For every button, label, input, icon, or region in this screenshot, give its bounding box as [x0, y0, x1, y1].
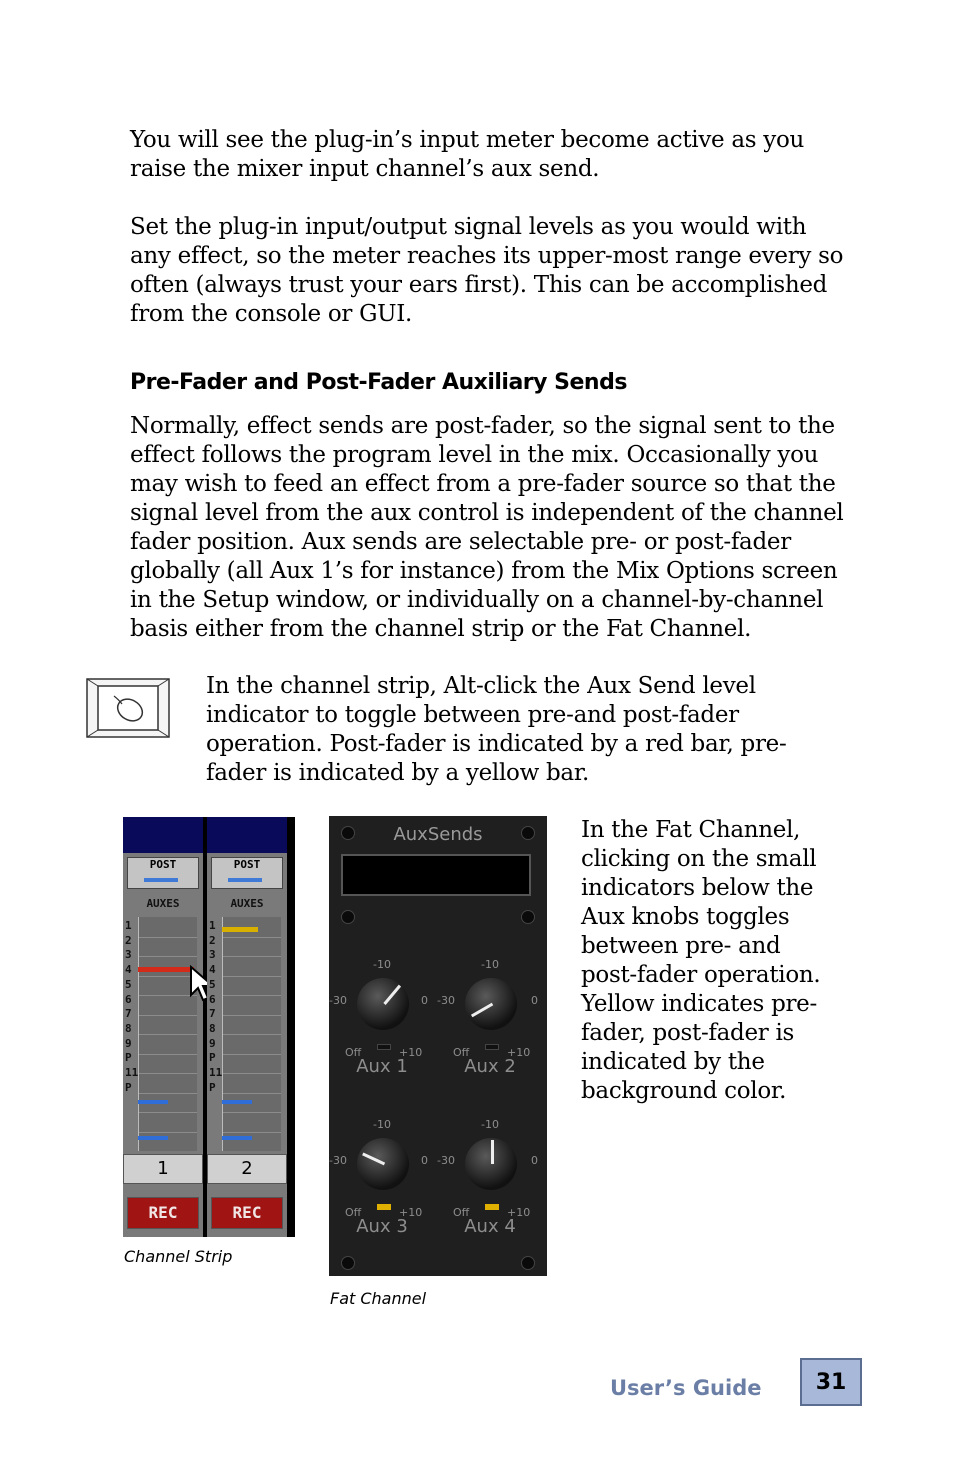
- mouse-icon: [86, 678, 170, 738]
- auxes-label: AUXES: [230, 897, 264, 910]
- aux-number-label: P: [209, 1051, 216, 1065]
- meter-gridline: [139, 1132, 197, 1133]
- aux1-pre-fader-indicator[interactable]: [222, 927, 258, 932]
- channel-column-2: [207, 817, 287, 1237]
- aux-level-bar: [222, 1100, 252, 1104]
- aux-number-label: 5: [125, 977, 132, 991]
- meter-gridline: [223, 1093, 281, 1094]
- aux-sends-title: AuxSends: [393, 824, 483, 845]
- aux-meter[interactable]: [138, 917, 197, 1151]
- meter-gridline: [139, 1015, 197, 1016]
- section-heading: Pre-Fader and Post-Fader Auxiliary Sends: [130, 370, 627, 395]
- aux-level-bar: [138, 1100, 168, 1104]
- aux-numbers: [125, 919, 139, 1095]
- fat-channel-image: [329, 816, 547, 1276]
- aux-number-label: P: [125, 1051, 132, 1065]
- meter-gridline: [223, 1073, 281, 1074]
- fat-channel-display: [341, 854, 531, 896]
- post-button[interactable]: POST: [127, 857, 199, 889]
- aux-number-label: 9: [209, 1036, 216, 1050]
- page-number: 31: [800, 1358, 862, 1406]
- channel-number: 1: [123, 1154, 203, 1184]
- aux-number-label: 8: [209, 1021, 216, 1035]
- aux3-post-fader-indicator[interactable]: [138, 967, 194, 972]
- meter-gridline: [223, 1054, 281, 1055]
- aux-2-knob[interactable]: -10 -30 0 Off +10 Aux 2: [437, 958, 538, 1077]
- aux-4-knob[interactable]: -10 -30 0 Off +10 Aux 4: [437, 1118, 538, 1237]
- rec-button[interactable]: REC: [127, 1197, 199, 1229]
- aux-number-label: 2: [125, 933, 132, 947]
- aux-number-label: 6: [125, 992, 132, 1006]
- meter-gridline: [223, 976, 281, 977]
- aux-3-knob[interactable]: -10 -30 0 Off +10 Aux 3: [329, 1118, 428, 1237]
- post-button[interactable]: POST: [211, 857, 283, 889]
- aux-number-label: 1: [125, 919, 132, 932]
- aux-number-label: 7: [125, 1007, 132, 1021]
- aux-number-label: 4: [125, 963, 132, 977]
- channel-column-1: [123, 817, 203, 1237]
- aux-numbers: [209, 919, 223, 1095]
- meter-gridline: [223, 995, 281, 996]
- aux-number-label: 6: [209, 992, 216, 1006]
- meter-gridline: [223, 937, 281, 938]
- meter-gridline: [139, 1054, 197, 1055]
- aux-sends-paragraph: Normally, effect sends are post-fader, so the signal sent to the effect follows the program level in the mix. Occasionally you may wish to feed an effect from a pre-fader source so that the signal level from the aux control is independent of the channel fader position. Aux sends are selectable pre- or post-fader globally (all Aux 1’s for instance) from the Mix Options screen in the Setup window, or individually on a channel-by-channel basis either from the channel strip or the Fat Channel.: [130, 413, 844, 642]
- meter-gridline: [223, 1112, 281, 1113]
- levels-paragraph: Set the plug-in input/output signal levels as you would with any effect, so the meter reaches its upper-most range every so often (always trust your ears first). This can be accomplished from the console or GUI.: [130, 214, 844, 327]
- aux-number-label: 3: [209, 948, 216, 962]
- auxes-label: AUXES: [146, 897, 180, 910]
- aux-1-pre-post-indicator[interactable]: [377, 1044, 391, 1050]
- aux-number-label: 9: [125, 1036, 132, 1050]
- meter-gridline: [139, 1034, 197, 1035]
- aux-3-pre-fader-indicator[interactable]: [377, 1204, 391, 1210]
- meter-gridline: [139, 1073, 197, 1074]
- aux-number-label: P: [209, 1080, 216, 1094]
- meter-gridline: [223, 1132, 281, 1133]
- channel-number: 2: [207, 1154, 287, 1184]
- channel-strip-tip: In the channel strip, Alt-click the Aux Send level indicator to toggle between pre-and post-fader operation. Post-fader is indicated by a red bar, pre-fader is indicated by a yellow bar.: [206, 673, 787, 786]
- aux-number-label: 11: [125, 1066, 139, 1080]
- channel-strip-caption: Channel Strip: [124, 1247, 233, 1266]
- intro-paragraph: You will see the plug-in’s input meter become active as you raise the mixer input channel’s aux send.: [130, 127, 805, 182]
- fat-channel-caption: Fat Channel: [330, 1289, 427, 1308]
- aux-1-knob[interactable]: -10 -30 0 Off +10 Aux 1: [329, 958, 428, 1077]
- aux-number-label: 3: [125, 948, 132, 962]
- meter-gridline: [139, 937, 197, 938]
- aux-4-pre-fader-indicator[interactable]: [485, 1204, 499, 1210]
- channel-strip-image: [123, 817, 295, 1237]
- fat-channel-paragraph: In the Fat Channel, clicking on the small indicators below the Aux knobs toggles between pre- and post-fader operation. Yellow indicates pre-fader, post-fader is indicated by the background color.: [581, 817, 821, 1104]
- aux-2-pre-post-indicator[interactable]: [485, 1044, 499, 1050]
- aux-number-label: 11: [209, 1066, 223, 1080]
- aux-number-label: 2: [209, 933, 216, 947]
- users-guide-footer: User’s Guide: [610, 1376, 762, 1400]
- aux-level-bar: [222, 1136, 252, 1140]
- meter-gridline: [223, 1034, 281, 1035]
- aux-number-label: 4: [209, 963, 216, 977]
- aux-number-label: 5: [209, 977, 216, 991]
- aux-number-label: P: [125, 1080, 132, 1094]
- aux-meter[interactable]: [222, 917, 281, 1151]
- meter-gridline: [223, 956, 281, 957]
- meter-gridline: [139, 956, 197, 957]
- aux-number-label: 7: [209, 1007, 216, 1021]
- aux-number-label: 1: [209, 919, 216, 932]
- rec-button[interactable]: REC: [211, 1197, 283, 1229]
- meter-gridline: [139, 1112, 197, 1113]
- meter-gridline: [139, 1093, 197, 1094]
- aux-level-bar: [138, 1136, 168, 1140]
- meter-gridline: [223, 1015, 281, 1016]
- aux-number-label: 8: [125, 1021, 132, 1035]
